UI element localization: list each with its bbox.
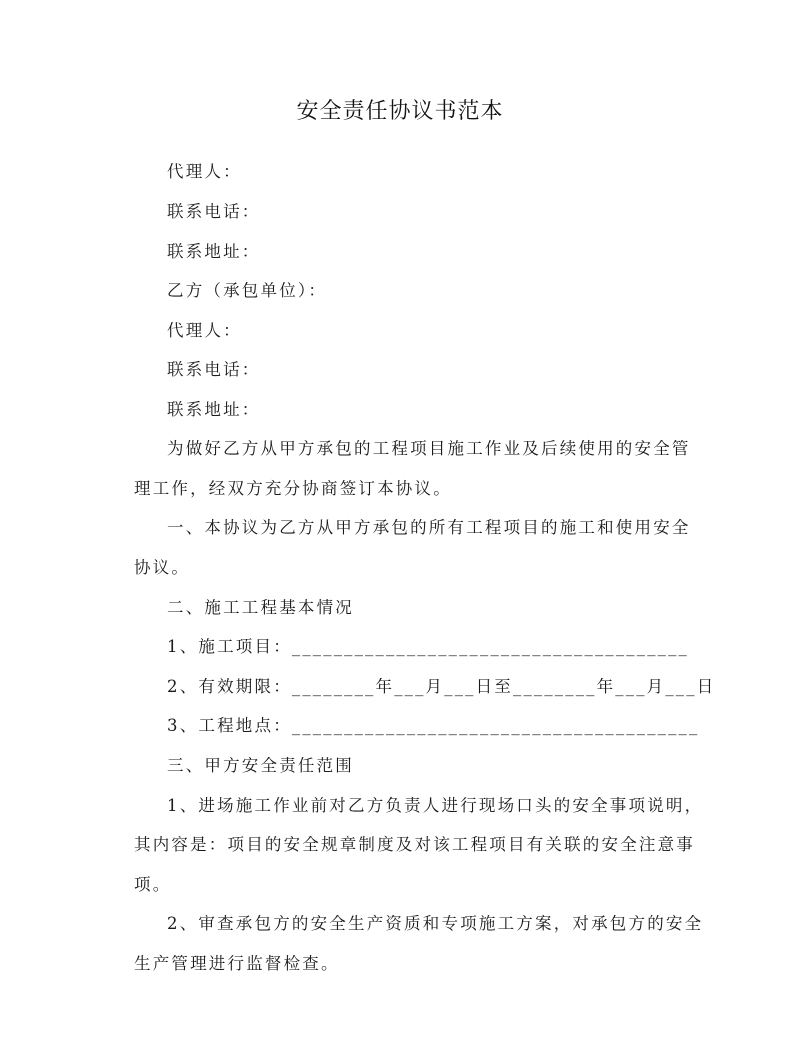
agent-label-b: 代理人： — [167, 321, 242, 340]
preamble-line-2: 理工作，经双方充分协商签订本协议。 — [134, 479, 452, 498]
section-3-item-1-line-3: 项。 — [134, 875, 172, 894]
clause-1-line-2: 协议。 — [134, 558, 191, 577]
contact-address-label: 联系地址： — [167, 242, 261, 261]
section-2-heading: 二、施工工程基本情况 — [167, 598, 354, 617]
contact-phone-label: 联系电话： — [167, 202, 261, 221]
section-3-item-2-line-2: 生产管理进行监督检查。 — [134, 954, 340, 973]
section-3-item-2-line-1: 2、审查承包方的安全生产资质和专项施工方案，对承包方的安全 — [167, 914, 704, 933]
preamble-line-1: 为做好乙方从甲方承包的工程项目施工作业及后续使用的安全管 — [167, 439, 691, 458]
project-field: 1、施工项目：______________________________________ — [167, 637, 689, 656]
section-3-heading: 三、甲方安全责任范围 — [167, 756, 354, 775]
agent-label: 代理人： — [167, 162, 242, 181]
contact-phone-label-b: 联系电话： — [167, 360, 261, 379]
validity-period-field: 2、有效期限：________年___月___日至________年___月___日 — [167, 677, 716, 696]
section-3-item-1-line-1: 1、进场施工作业前对乙方负责人进行现场口头的安全事项说明， — [167, 796, 704, 815]
project-location-field: 3、工程地点：_______________________________________ — [167, 716, 700, 735]
section-3-item-1-line-2: 其内容是：项目的安全规章制度及对该工程项目有关联的安全注意事 — [134, 835, 695, 854]
document-title: 安全责任协议书范本 — [296, 99, 504, 124]
clause-1-line-1: 一、本协议为乙方从甲方承包的所有工程项目的施工和使用安全 — [167, 518, 691, 537]
party-b-label: 乙方（承包单位）： — [167, 281, 328, 300]
contact-address-label-b: 联系地址： — [167, 400, 261, 419]
